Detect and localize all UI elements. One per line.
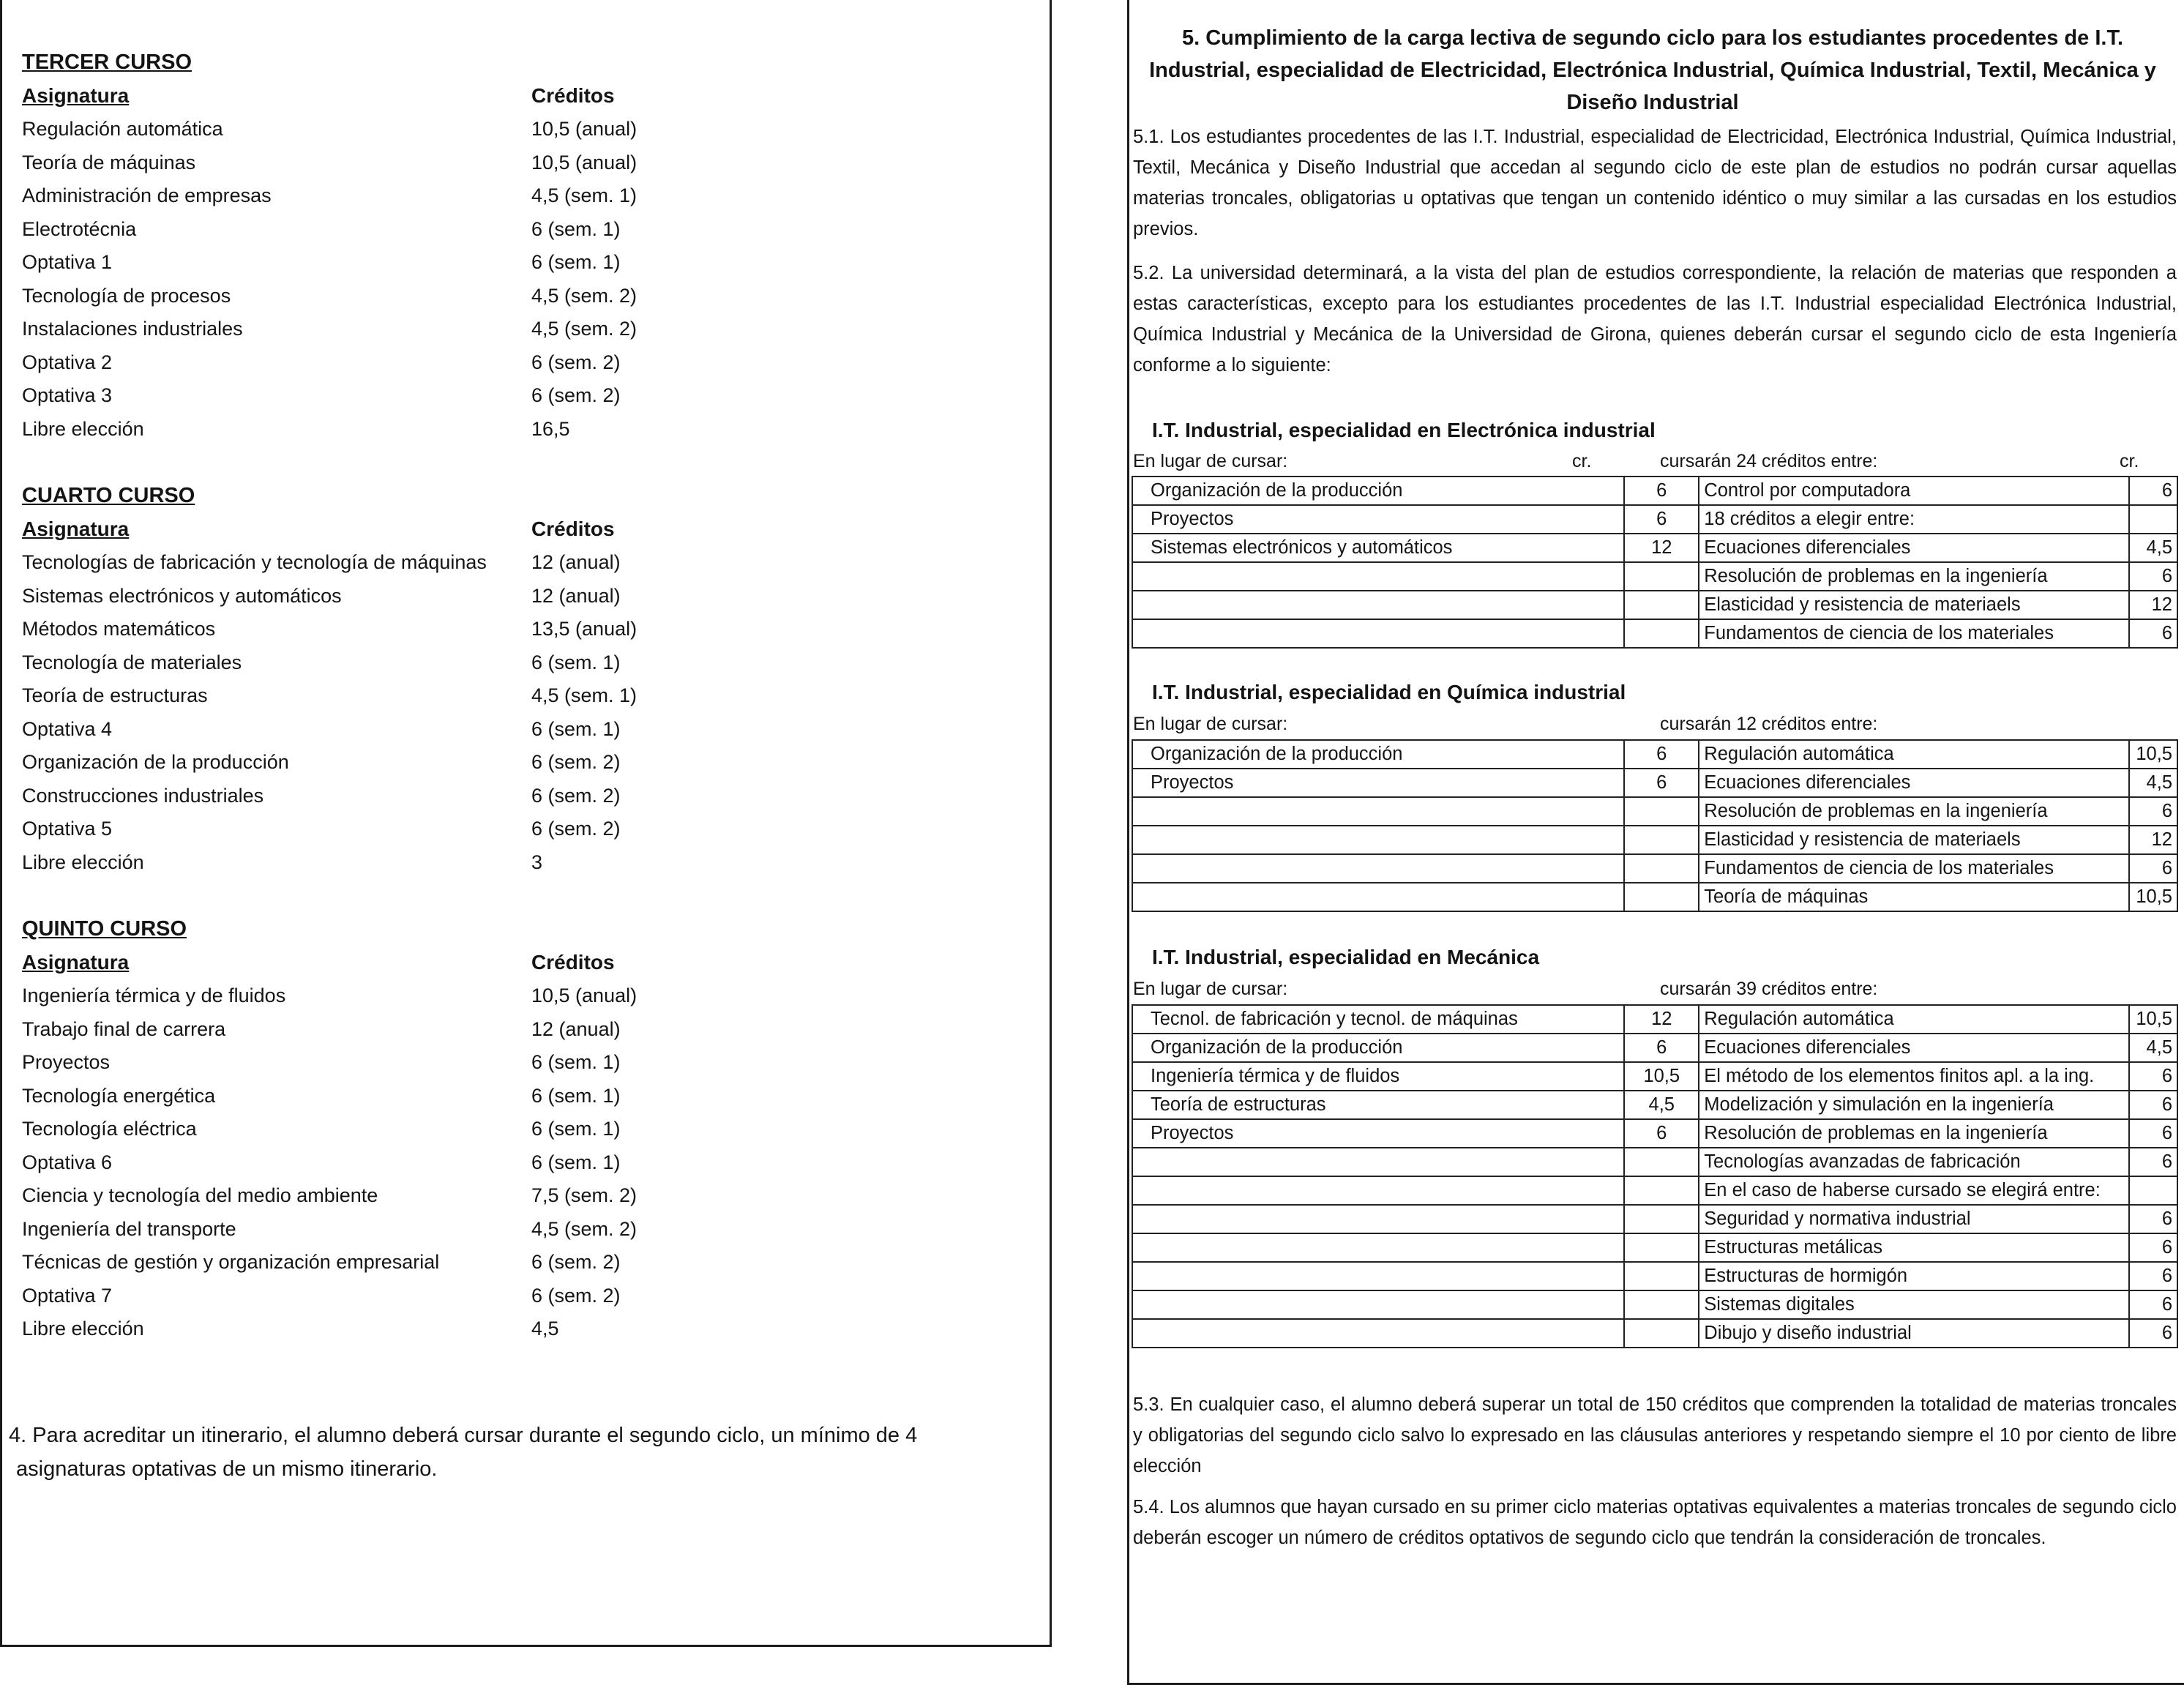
table-row [1132,740,2177,769]
replaced-subject: Proyectos [1132,769,1624,797]
replaced-credits [1624,1262,1699,1290]
alternative-credits: 6 [2129,1062,2177,1091]
alternative-credits: 4,5 [2129,769,2177,797]
replaced-credits [1624,591,1699,619]
table-row [1132,797,2177,826]
course-row [22,546,621,580]
alternative-credits: 10,5 [2129,740,2177,769]
course-row [22,1312,559,1346]
alternative-subject: El método de los elementos finitos apl. a la ing. [1699,1062,2129,1091]
alternative-credits [2129,1176,2177,1205]
alternative-subject: Dibujo y diseño industrial [1699,1319,2129,1348]
alternative-subject: Regulación automática [1699,740,2129,769]
replaced-credits [1624,1205,1699,1233]
subject-name: Ingeniería del transporte [22,1217,236,1240]
subject-header: Asignatura [22,951,130,974]
course-row [22,846,543,880]
section-title-electronica: I.T. Industrial, especialidad en Electrónica industrial [1152,419,1656,441]
alternative-subject: Estructuras de hormigón [1699,1262,2129,1290]
table-row [1132,1290,2177,1319]
subject-credits: 6 (sem. 2) [531,751,621,773]
replaced-credits [1624,854,1699,883]
alternative-credits: 6 [2129,1290,2177,1319]
alternative-credits: 6 [2129,1262,2177,1290]
section-5-title [1133,22,2172,119]
paragraph-5-4: 5.4. Los alumnos que hayan cursado en su primer ciclo materias optativas equivalentes a materias troncales de segundo ciclo deberán escoger un número de créditos optativos de segundo ciclo que tendrán la consideración de troncales. [1133,1497,2177,1548]
replaced-subject [1132,1319,1624,1348]
course-row [22,1080,621,1113]
table-row [1132,1205,2177,1233]
course-row [22,1213,637,1247]
label-cr: cr. [1572,451,1592,471]
course-row [22,346,621,380]
alternative-subject: Resolución de problemas en la ingeniería [1699,797,2129,826]
table-row [1132,769,2177,797]
label-en-lugar: En lugar de cursar: [1133,451,1288,471]
subject-credits: 6 (sem. 1) [531,651,621,673]
table-quimica [1132,739,2178,912]
alternative-credits: 6 [2129,619,2177,648]
course-row [22,746,621,780]
table-row [1132,854,2177,883]
label-cursaran: cursarán 12 créditos entre: [1660,714,1878,734]
table-row [1132,1091,2177,1119]
table-row [1132,505,2177,534]
label-cursaran: cursarán 39 créditos entre: [1660,979,1878,999]
subject-name: Tecnología energética [22,1084,216,1107]
subject-credits: 4,5 [531,1318,559,1340]
alternative-subject: Ecuaciones diferenciales [1699,769,2129,797]
replaced-subject [1132,1233,1624,1262]
subject-name: Optativa 4 [22,717,113,740]
replaced-credits [1624,1319,1699,1348]
replaced-credits: 4,5 [1624,1091,1699,1119]
paragraph-5-2: 5.2. La universidad determinará, a la vista del plan de estudios correspondiente, la relación de materias que responden a estas características, excepto para los estudiantes procedentes de las I.T. Industrial especialidad Electrónica Industrial, Química Industrial y Mecánica de la Universidad de Girona, quienes deberán cursar el segundo ciclo de esta Ingeniería conforme a lo siguiente: [1133,263,2177,376]
alternative-credits: 6 [2129,797,2177,826]
replaced-credits: 12 [1624,534,1699,562]
course-row [22,413,570,447]
table-row [1132,826,2177,854]
subject-header: Asignatura [22,518,130,540]
replaced-credits [1624,1290,1699,1319]
paragraph-5-1: 5.1. Los estudiantes procedentes de las I.T. Industrial, especialidad de Electricidad, Electrónica Industrial, Química Industrial, Textil, Mecánica y Diseño Industrial que accedan al segundo ciclo de este plan de estudios no podrán cursar aquellas materias troncales, obligatorias u optativas que tengan un contenido idéntico o muy similar a las cursadas en los estudios previos. [1133,127,2177,239]
note-line-2: asignaturas optativas de un mismo itinerario. [16,1457,438,1481]
replaced-credits [1624,619,1699,648]
course-row [22,313,637,346]
subject-name: Regulación automática [22,118,223,140]
course-row [22,1046,621,1080]
subject-name: Optativa 7 [22,1284,113,1307]
column-headers [22,512,615,546]
subject-credits: 4,5 (sem. 2) [531,318,637,340]
subject-name: Técnicas de gestión y organización empresarial [22,1251,440,1273]
course-row [22,213,621,247]
subject-credits: 13,5 (anual) [531,618,637,640]
subject-name: Sistemas electrónicos y automáticos [22,584,342,607]
course-row [22,780,621,813]
replaced-credits [1624,562,1699,591]
subject-credits: 10,5 (anual) [531,118,637,140]
subject-credits: 6 (sem. 1) [531,1151,621,1173]
subject-name: Tecnología de materiales [22,651,242,673]
alternative-credits: 6 [2129,854,2177,883]
course-row [22,1146,621,1180]
subject-name: Tecnologías de fabricación y tecnología de máquinas [22,551,487,573]
subject-name: Libre elección [22,1318,144,1340]
alternative-credits: 4,5 [2129,1034,2177,1062]
course-row [22,646,621,680]
column-headers [22,79,615,113]
alternative-subject: Elasticidad y resistencia de materiaels [1699,591,2129,619]
subject-name: Optativa 2 [22,351,113,373]
course-row [22,580,621,613]
table-mecanica [1132,1004,2178,1348]
course-row [22,812,621,846]
subject-credits: 6 (sem. 2) [531,384,621,406]
table-row [1132,1233,2177,1262]
subject-credits: 16,5 [531,417,570,440]
subject-credits: 10,5 (anual) [531,151,637,173]
subject-name: Optativa 5 [22,818,113,840]
replaced-credits [1624,826,1699,854]
alternative-subject: Ecuaciones diferenciales [1699,534,2129,562]
course-row [22,113,637,146]
table-row [1132,619,2177,648]
replaced-credits: 6 [1624,769,1699,797]
replaced-subject: Teoría de estructuras [1132,1091,1624,1119]
alternative-credits: 10,5 [2129,883,2177,911]
replaced-subject: Tecnol. de fabricación y tecnol. de máquinas [1132,1005,1624,1034]
replaced-subject: Proyectos [1132,505,1624,534]
subject-credits: 6 (sem. 2) [531,1251,621,1273]
course-row [22,1013,621,1047]
paragraph-5-3: 5.3. En cualquier caso, el alumno deberá superar un total de 150 créditos que comprenden la totalidad de materias troncales y obligatorias del segundo ciclo salvo lo expresado en las cláusulas anteriores y respetando siempre el 10 por ciento de libre elección [1133,1394,2177,1476]
replaced-subject [1132,591,1624,619]
subject-name: Administración de empresas [22,184,272,206]
course-row [22,979,637,1013]
course-row [22,1246,621,1279]
subject-name: Libre elección [22,417,144,440]
replaced-subject [1132,854,1624,883]
table-row [1132,591,2177,619]
alternative-credits: 12 [2129,591,2177,619]
replaced-credits: 6 [1624,477,1699,505]
table-row [1132,1148,2177,1176]
credits-header: Créditos [531,84,615,107]
alternative-credits [2129,505,2177,534]
replaced-credits: 10,5 [1624,1062,1699,1091]
alternative-credits: 6 [2129,1148,2177,1176]
subject-credits: 4,5 (sem. 2) [531,284,637,307]
replaced-credits: 12 [1624,1005,1699,1034]
title-line-3: Diseño Industrial [1566,91,1739,114]
subject-credits: 12 (anual) [531,551,621,573]
course-title: CUARTO CURSO [22,484,195,507]
subject-name: Proyectos [22,1051,111,1073]
replaced-credits: 6 [1624,505,1699,534]
subject-name: Electrotécnia [22,217,137,240]
course-row [22,246,621,280]
course-row [22,179,637,213]
replaced-subject [1132,1176,1624,1205]
replaced-subject: Organización de la producción [1132,1034,1624,1062]
course-title: TERCER CURSO [22,51,192,74]
replaced-subject [1132,1262,1624,1290]
course-row [22,679,637,713]
alternative-subject: Tecnologías avanzadas de fabricación [1699,1148,2129,1176]
replaced-credits: 6 [1624,740,1699,769]
subject-credits: 3 [531,851,543,873]
alternative-subject: Fundamentos de ciencia de los materiales [1699,619,2129,648]
alternative-subject: Resolución de problemas en la ingeniería [1699,562,2129,591]
subject-credits: 6 (sem. 2) [531,784,621,807]
course-row [22,713,621,747]
title-line-2: Industrial, especialidad de Electricidad, Electrónica Industrial, Química Industrial, Textil, Mecánica y [1149,59,2156,82]
table-row [1132,1034,2177,1062]
course-row [22,1113,621,1146]
course-rows [22,546,637,879]
subject-name: Tecnología de procesos [22,284,231,307]
alternative-subject: Seguridad y normativa industrial [1699,1205,2129,1233]
replaced-subject: Ingeniería térmica y de fluidos [1132,1062,1624,1091]
subject-credits: 6 (sem. 1) [531,1118,621,1140]
subject-credits: 10,5 (anual) [531,985,637,1006]
course-row [22,280,637,313]
replaced-subject [1132,826,1624,854]
subject-credits: 4,5 (sem. 2) [531,1217,637,1240]
alternative-subject: En el caso de haberse cursado se elegirá entre: [1699,1176,2129,1205]
subject-header: Asignatura [22,84,130,107]
replaced-subject: Sistemas electrónicos y automáticos [1132,534,1624,562]
replaced-subject [1132,1148,1624,1176]
replaced-credits [1624,1148,1699,1176]
table-row [1132,562,2177,591]
subject-name: Teoría de máquinas [22,151,196,173]
subject-name: Tecnología eléctrica [22,1118,197,1140]
course-rows [22,979,637,1346]
subject-name: Ingeniería térmica y de fluidos [22,985,286,1006]
course-title: QUINTO CURSO [22,917,187,941]
alternative-subject: Teoría de máquinas [1699,883,2129,911]
alternative-subject: Resolución de problemas en la ingeniería [1699,1119,2129,1148]
course-row [22,613,637,646]
label-cursaran: cursarán 24 créditos entre: [1660,451,1878,471]
alternative-credits: 6 [2129,1119,2177,1148]
subject-name: Construcciones industriales [22,784,264,807]
section-title-quimica: I.T. Industrial, especialidad en Química industrial [1152,681,1626,703]
alternative-subject: Regulación automática [1699,1005,2129,1034]
replaced-subject [1132,562,1624,591]
alternative-credits: 12 [2129,826,2177,854]
section-title-mecanica: I.T. Industrial, especialidad en Mecánica [1152,946,1540,968]
course-rows [22,113,637,446]
course-row [22,1279,621,1313]
subject-name: Métodos matemáticos [22,618,216,640]
replaced-subject [1132,797,1624,826]
alternative-subject: Sistemas digitales [1699,1290,2129,1319]
alternative-credits: 4,5 [2129,534,2177,562]
replaced-credits [1624,797,1699,826]
replaced-credits: 6 [1624,1034,1699,1062]
replaced-credits [1624,1233,1699,1262]
replaced-credits [1624,883,1699,911]
alternative-credits: 10,5 [2129,1005,2177,1034]
alternative-credits: 6 [2129,1091,2177,1119]
table-row [1132,1176,2177,1205]
subject-credits: 12 (anual) [531,584,621,607]
alternative-subject: Control por computadora [1699,477,2129,505]
subject-name: Trabajo final de carrera [22,1017,226,1040]
label-en-lugar: En lugar de cursar: [1133,979,1288,999]
itinerary-note [9,1419,917,1486]
course-block-quinto [22,912,637,1346]
table-row [1132,883,2177,911]
alternative-credits: 6 [2129,1205,2177,1233]
course-row [22,1179,637,1213]
subject-name: Optativa 3 [22,384,113,406]
subject-name: Instalaciones industriales [22,318,243,340]
alternative-subject: Fundamentos de ciencia de los materiales [1699,854,2129,883]
subject-credits: 6 (sem. 1) [531,217,621,240]
table-electronica [1132,476,2178,649]
replaced-subject [1132,1205,1624,1233]
subject-name: Teoría de estructuras [22,684,208,706]
credits-header: Créditos [531,518,615,540]
subject-name: Optativa 1 [22,251,113,273]
course-row [22,146,637,180]
label-en-lugar: En lugar de cursar: [1133,714,1288,734]
table-row [1132,1262,2177,1290]
label-cr-right: cr. [2120,451,2139,471]
course-row [22,379,621,413]
alternative-credits: 6 [2129,477,2177,505]
subject-credits: 6 (sem. 1) [531,251,621,273]
subject-name: Organización de la producción [22,751,289,773]
subject-credits: 6 (sem. 1) [531,717,621,740]
replaced-credits [1624,1176,1699,1205]
subject-credits: 6 (sem. 2) [531,818,621,840]
alternative-subject: Ecuaciones diferenciales [1699,1034,2129,1062]
alternative-subject: Modelización y simulación en la ingeniería [1699,1091,2129,1119]
note-line-1: 4. Para acreditar un itinerario, el alumno deberá cursar durante el segundo ciclo, un mínimo de 4 [9,1424,918,1447]
subject-credits: 6 (sem. 2) [531,1284,621,1307]
table-row [1132,1005,2177,1034]
replaced-subject [1132,619,1624,648]
table-row [1132,477,2177,505]
column-headers [22,946,615,979]
subject-credits: 12 (anual) [531,1017,621,1040]
table-row [1132,1062,2177,1091]
table-row [1132,1119,2177,1148]
subject-credits: 6 (sem. 1) [531,1084,621,1107]
subject-credits: 7,5 (sem. 2) [531,1184,637,1206]
alternative-credits: 6 [2129,1233,2177,1262]
subject-credits: 6 (sem. 1) [531,1051,621,1073]
subject-name: Libre elección [22,851,144,873]
alternative-subject: Estructuras metálicas [1699,1233,2129,1262]
alternative-credits: 6 [2129,562,2177,591]
subject-name: Ciencia y tecnología del medio ambiente [22,1184,378,1206]
title-line-1: 5. Cumplimiento de la carga lectiva de segundo ciclo para los estudiantes procedentes de I.T. [1181,26,2124,50]
table-row [1132,1319,2177,1348]
subject-credits: 4,5 (sem. 1) [531,684,637,706]
subject-credits: 4,5 (sem. 1) [531,184,637,206]
replaced-subject [1132,883,1624,911]
replaced-subject: Organización de la producción [1132,740,1624,769]
course-block-tercer [22,45,637,446]
course-block-cuarto [22,479,637,879]
replaced-subject: Organización de la producción [1132,477,1624,505]
alternative-subject: 18 créditos a elegir entre: [1699,505,2129,534]
replaced-subject: Proyectos [1132,1119,1624,1148]
credits-header: Créditos [531,951,615,974]
replaced-subject [1132,1290,1624,1319]
table-row [1132,534,2177,562]
subject-name: Optativa 6 [22,1151,113,1173]
subject-credits: 6 (sem. 2) [531,351,621,373]
replaced-credits: 6 [1624,1119,1699,1148]
alternative-subject: Elasticidad y resistencia de materiaels [1699,826,2129,854]
alternative-credits: 6 [2129,1319,2177,1348]
